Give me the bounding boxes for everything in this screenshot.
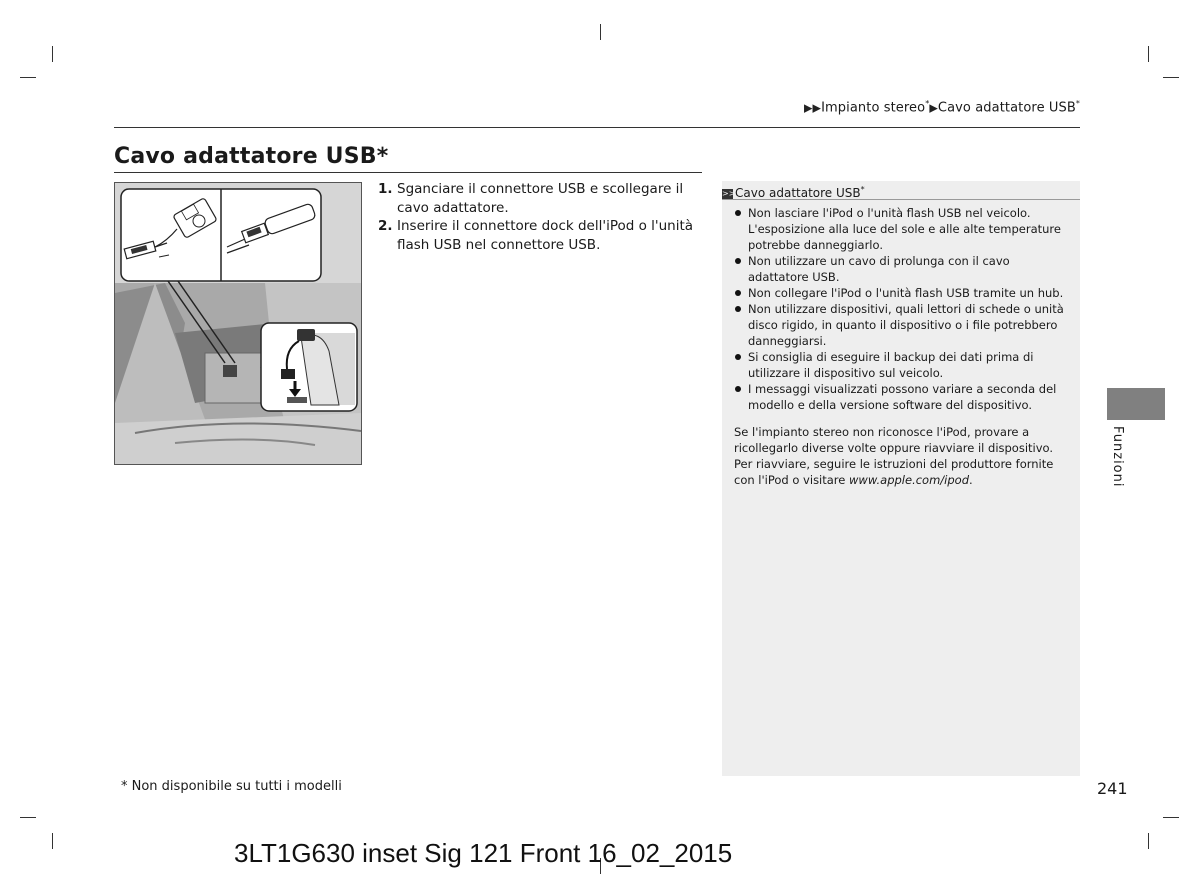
- crop-mark: [52, 833, 53, 849]
- section-label: Funzioni: [1110, 426, 1125, 488]
- sidebar-heading: >>Cavo adattatore USB*: [722, 181, 1080, 200]
- crop-mark: [1148, 833, 1149, 849]
- page-title: Cavo adattatore USB*: [114, 144, 389, 169]
- list-item: Non collegare l'iPod o l'unità flash USB tramite un hub.: [734, 285, 1068, 301]
- bullet-icon: [735, 306, 741, 312]
- breadcrumb-section[interactable]: Impianto stereo: [821, 100, 926, 116]
- bullet-icon: [735, 386, 741, 392]
- inset-connector-zoom: [261, 323, 357, 411]
- bullet-list: [734, 205, 1068, 413]
- list-item: Non lasciare l'iPod o l'unità flash USB nel veicolo. L'esposizione alla luce del sole e alle alte temperature potrebbe danneggiarlo.: [734, 205, 1068, 253]
- instruction-steps: [378, 180, 700, 254]
- crop-mark: [1163, 817, 1179, 818]
- breadcrumb-arrow-icon: ▶: [929, 101, 938, 115]
- breadcrumb: ▶▶Impianto stereo*▶Cavo adattatore USB*: [803, 99, 1080, 116]
- list-item: I messaggi visualizzati possono variare a seconda del modello e della versione software del dispositivo.: [734, 381, 1068, 413]
- apple-link[interactable]: www.apple.com/ipod: [849, 473, 969, 487]
- list-item: Si consiglia di eseguire il backup dei dati prima di utilizzare il dispositivo sul veicolo.: [734, 349, 1068, 381]
- footnote: * Non disponibile su tutti i modelli: [121, 779, 342, 794]
- list-item: Non utilizzare un cavo di prolunga con il cavo adattatore USB.: [734, 253, 1068, 285]
- step-item: [378, 217, 700, 254]
- bullet-icon: [735, 290, 741, 296]
- step-number: 2.: [378, 218, 393, 234]
- step-text: Sganciare il connettore USB e scollegare il cavo adattatore.: [397, 181, 684, 216]
- crop-mark: [1163, 77, 1179, 78]
- crop-mark: [1148, 46, 1149, 62]
- list-item: Non utilizzare dispositivi, quali lettori di schede o unità disco rigido, in quanto il dispositivo o i file potrebbero danneggiarsi.: [734, 301, 1068, 349]
- title-rule: [114, 172, 702, 173]
- bullet-icon: [735, 210, 741, 216]
- troubleshooting-note: Se l'impianto stereo non riconosce l'iPod, provare a ricollegarlo diverse volte oppure riavviare il dispositivo. Per riavviare, seguire le istruzioni del produttore fornite con l'iPod o visitare www.apple.com/ipod.: [734, 425, 1054, 487]
- page-number: 241: [1097, 779, 1128, 798]
- step-text: Inserire il connettore dock dell'iPod o l'unità flash USB nel connettore USB.: [397, 218, 694, 253]
- print-slug: 3LT1G630 inset Sig 121 Front 16_02_2015: [234, 838, 733, 868]
- crop-mark: [600, 24, 601, 40]
- breadcrumb-arrow-icon: ▶▶: [803, 101, 822, 115]
- crop-mark: [20, 77, 36, 78]
- bullet-icon: [735, 258, 741, 264]
- crop-mark: [52, 46, 53, 62]
- reference-icon: >>: [722, 188, 736, 198]
- bullet-icon: [735, 354, 741, 360]
- usb-adapter-illustration: [114, 182, 362, 465]
- crop-mark: [20, 817, 36, 818]
- note-sidebar: [722, 181, 1080, 776]
- step-number: 1.: [378, 181, 393, 197]
- header-rule: [114, 127, 1080, 128]
- inset-device-panel: [121, 189, 321, 281]
- step-item: [378, 180, 700, 217]
- section-tab: [1107, 388, 1165, 420]
- breadcrumb-page: Cavo adattatore USB: [937, 100, 1076, 116]
